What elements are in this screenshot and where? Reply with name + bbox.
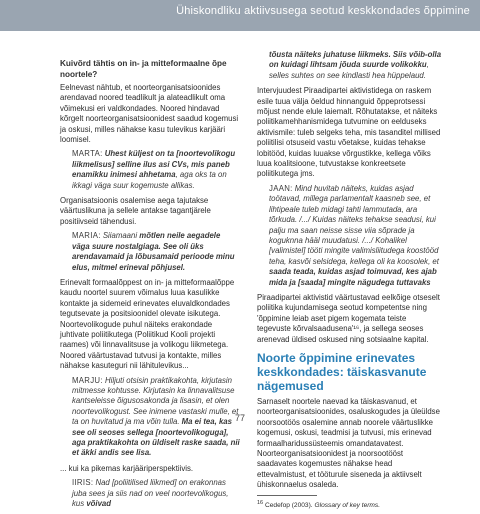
quote-text: Mind huvitab näiteks, kuidas asjad toötavad, millega parlamentalt kaasneb see, et lihtipeale tuleb midagi tahti lammutada, ara tõrkuda. /.../ Kuidas näiteks tehakse seadusi, kui palju ma saan neisse sisse viia sõprade ja koguknna hääl muudatusi. /.../ Kohalikel [valimistel] tööti mingite valimisliitudega koostööd teha, kasvõi selsidega, kellega oli ka koosolek, et [269, 183, 439, 266]
right-column [257, 50, 442, 510]
quote-speaker: JAAN: [269, 183, 293, 193]
quote-text: Nad [poliitilised liikmed] on erakonnas juba sees ja siis nad on veel noortevolikogus, kus [72, 478, 229, 509]
interview-quote-continued [269, 50, 442, 81]
quote-emphasis: saada teada, kuidas asjad toimuvad, kes ajab mida ja [saada] mingite nägudega tuttavaks [269, 267, 437, 287]
quote-text: , aga oks ta on ikkagi väga suur kogemuste allikas. [72, 170, 227, 190]
paragraph: Piraadipartei aktivistid väärtustavad eelkõige otseselt poliitika kujundamisega seotud kompetentse ning 'õppimine leiab aset pigem kogemata teiste tegevuste kõrvalsaadusena'¹⁶, ja sellega seoses arenevad üldised oskused ning sotsiaalne kapital. [257, 292, 440, 344]
footnote-title: Glossary of key terms. [314, 501, 381, 509]
quote-emphasis: võivad [86, 499, 112, 509]
question-heading: Kuivõrd tähtis on in- ja mitteformaalne õpe noortele? [60, 59, 227, 79]
quote-speaker: MARJU: [72, 375, 103, 385]
interview-quote [72, 149, 240, 191]
paragraph: Intervjuudest Piraadipartei aktivistidega on raskem esile tuua välja öeldud hinnanguid õppeprotsessi mõjust nende elule laiemalt. Rõhutatakse, et näiteks poliitikamehhanismidega tutvumine on eelduseks aktivismile: tuleb selgeks teha, mis tasanditel millised poliitilisi otsuseid vastu võetakse, kuidas tehakse lobitööd, kuidas luuakse võrgustikke, kellega võiks luua koalitsioone, tutvustakse konkreetsete poliitikutega jms. [257, 86, 441, 179]
quote-text: , selles suhtes on see kindlasti hea hüppelaud. [269, 60, 429, 80]
quote-speaker: IIRIS: [72, 478, 94, 488]
page-header [0, 0, 480, 31]
left-column [60, 48, 240, 514]
interview-quote [72, 478, 240, 509]
paragraph: ... kui ka pikemas karjääriperspektiivis. [60, 463, 194, 473]
interview-quote [269, 184, 442, 288]
footnote [257, 499, 442, 510]
page-number: 77 [234, 413, 245, 423]
section-heading: Noorte õppimine erinevates keskkondades: täiskasvanute nägemused [257, 350, 427, 393]
footnote-divider [257, 495, 317, 496]
quote-speaker: MARTA: [72, 149, 103, 159]
quote-emphasis: võib-olla on kuidagi lihtsam jõuda suurde volikokku [269, 50, 442, 70]
interview-quote [72, 231, 240, 273]
quote-emphasis: Ma ei tea, kas see oli seoses sellega [noortevolikoguga], aga praktikakohta on üldiselt raske saada, nii et äkki andis see lisa. [72, 417, 240, 458]
quote-emphasis: Uhest küljest on ta [noortevolikogu liikmelisus] selline ilus asi CVs, mis paneb enamikku inimesi ahhetama [72, 149, 236, 180]
quote-text: Siiamaani [102, 231, 138, 241]
paragraph: Eelnevast nähtub, et noorteorganisatsioonides arendavad noored teadlikult ja alateadlikult oma võimekusi eri valdkondades. Noored hindavad kõrgelt noorteorganisatsioonidest saadud kogemusi ja oskusi, milles nähakse kasu tulevikus karjääri loomisel. [60, 83, 239, 145]
quote-text: Hiljuti otsisin praktikakohta, kirjutasin mitmesse kohtusse. Kirjutasin ka linnavalitsuse kantseleisse õigusosakonda ja lisasin, et olen noortevolikogust. See inimene vastaski mulle, et ta on huvitatud ja ma võin tulla. [72, 375, 239, 427]
paragraph: Erinevalt formaalõppest on in- ja mitteformaalõppe kaudu noortel suurem võimalus luua kasulikke kontakte ja sidemeid erinevates eluvaldkondades tegutsevate ja positsioonidel olevate isikutega. Noortevolikogude puhul näiteks erakondade juhtivate poliitikutega (Poliitikud Kooli projekti raames) või linnavalitsuse ja volikogu liikmetega. Noored väärtustavad tutvusi ja kontakte, milles nähakse kasuteguri nii lähitulevikus... [60, 277, 235, 371]
paragraph: Sarnaselt noortele naevad ka täiskasvanud, et noorteorganisatsioonides, osaluskogudes ja üleüldse noorsootöös osalemine annab noorele väärtuslikke kogemusi, oskusi, teadmisi ja tutvusi, mis erinevad formaalharidussüsteemis omandatavatest. Noorteorganisatsioonidest ja noorsootööst saadavates kogemustes nähakse head ettevalmistust, et tööturule siseneda ja aktiivselt ühiskonnaelus osaleda. [257, 396, 440, 490]
footnote-number: 16 [257, 499, 264, 506]
footnote-text: Cedefop (2003). [264, 501, 313, 509]
running-title: Ühiskondliku aktiivsusega seotud keskkondades õppimine [176, 5, 470, 17]
quote-emphasis: mõtlen neile aegadele väga suure nostalgiaga. See oli üks arendavamaid ja lõbusamaid perioode minu elus, mitmel erineval põhjusel. [72, 231, 235, 272]
paragraph: Organisatsioonis osalemise aega tajutakse väärtuslikuna ja sellele antakse tagantjärele positiivseid tähendusi. [60, 196, 211, 226]
quote-speaker: MARIA: [72, 231, 101, 241]
quote-emphasis: tõusta näiteks juhatuse liikmeks. Siis [269, 50, 407, 59]
